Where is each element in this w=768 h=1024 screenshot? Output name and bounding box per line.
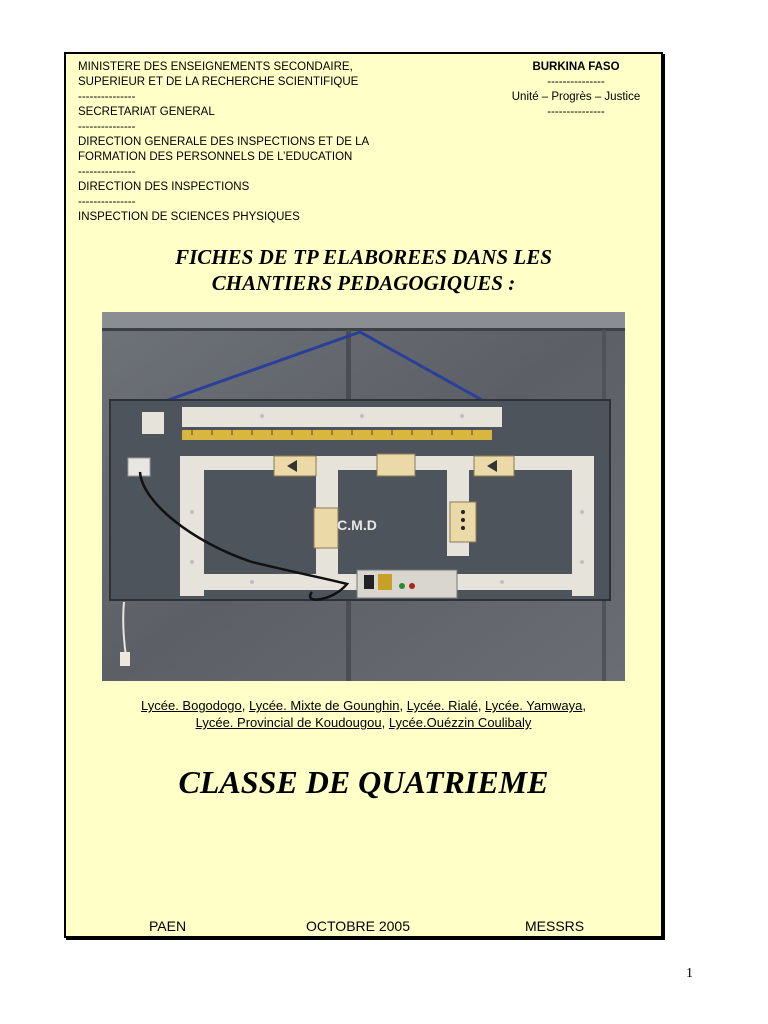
cover-frame [64, 52, 663, 938]
circuit-board-illustration [102, 312, 625, 681]
ministry-line: DIRECTION GENERALE DES INSPECTIONS ET DE LA [78, 136, 370, 148]
separator: --------------- [547, 106, 605, 118]
separator: , [241, 698, 249, 713]
circuit-board-photo [102, 312, 625, 681]
footer-left: PAEN [149, 918, 187, 934]
ministry-line: INSPECTION DE SCIENCES PHYSIQUES [78, 211, 300, 223]
class-level-heading: CLASSE DE QUATRIEME [178, 764, 549, 800]
country-name: BURKINA FASO [532, 61, 620, 73]
board-label: C.M.D [337, 517, 377, 533]
separator: --------------- [78, 166, 136, 178]
ministry-header [78, 60, 438, 225]
school-name: Lycée. Bogodogo [141, 698, 242, 713]
separator: --------------- [78, 91, 136, 103]
separator: --------------- [78, 196, 136, 208]
page-number: 1 [686, 966, 693, 981]
ministry-line: MINISTERE DES ENSEIGNEMENTS SECONDAIRE, [78, 61, 353, 73]
separator: --------------- [547, 76, 605, 88]
separator: , [477, 698, 486, 713]
ministry-line: DIRECTION DES INSPECTIONS [78, 181, 250, 193]
school-name: Lycée. Rialé [406, 698, 478, 713]
national-motto: Unité – Progrès – Justice [511, 91, 641, 103]
ministry-line: SUPERIEUR ET DE LA RECHERCHE SCIENTIFIQUE [78, 76, 359, 88]
separator: , [399, 698, 407, 713]
school-name: Lycée. Provincial de Koudougou [195, 715, 382, 730]
country-header [496, 60, 656, 120]
school-list [66, 697, 661, 731]
school-name: Lycée. Mixte de Gounghin [248, 698, 400, 713]
title-line: FICHES DE TP ELABOREES DANS LES [175, 245, 552, 269]
footer-right: MESSRS [525, 918, 585, 934]
footer-date: OCTOBRE 2005 [306, 918, 411, 934]
separator: , [582, 698, 586, 713]
separator: --------------- [78, 121, 136, 133]
separator: , [381, 715, 389, 730]
ministry-line: SECRETARIAT GENERAL [78, 106, 215, 118]
ministry-line: FORMATION DES PERSONNELS DE L’EDUCATION [78, 151, 353, 163]
title-line: CHANTIERS PEDAGOGIQUES : [211, 271, 516, 295]
school-name: Lycée.Ouézzin Coulibaly [388, 715, 532, 730]
document-title [66, 244, 661, 296]
school-name: Lycée. Yamwaya [485, 698, 583, 713]
